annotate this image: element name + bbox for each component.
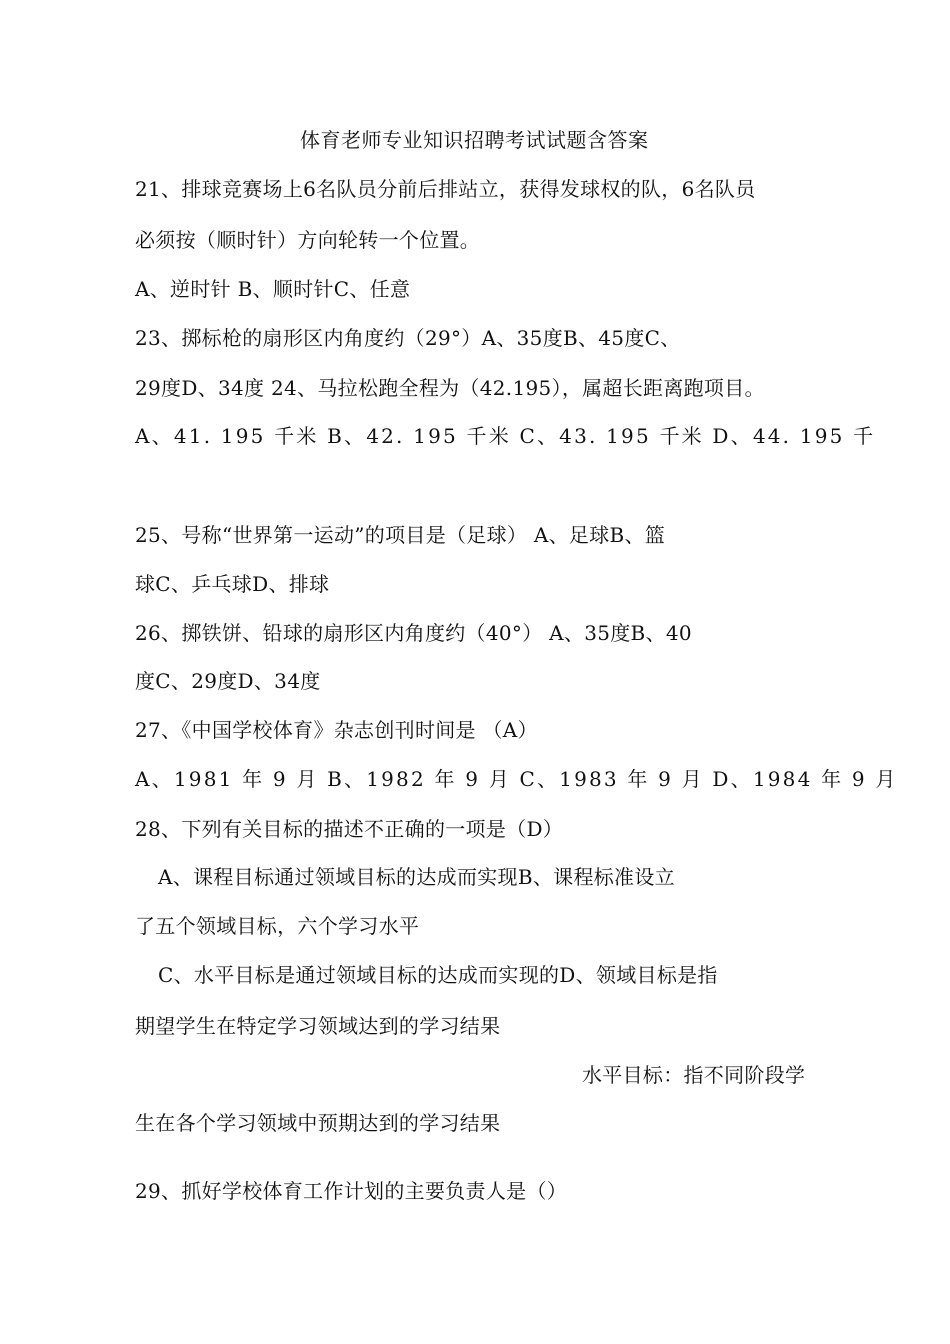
text-line: A、逆时针 B、顺时针C、任意 (135, 277, 411, 301)
text-line: 23、掷标枪的扇形区内角度约（29°）A、35度B、45度C、 (135, 326, 681, 350)
text-line: 29度D、34度 24、马拉松跑全程为（42.195），属超长距离跑项目。 (135, 376, 765, 400)
text-line: 度C、29度D、34度 (135, 669, 321, 693)
text-line: 水平目标：指不同阶段学 (582, 1063, 806, 1087)
text-line: 期望学生在特定学习领域达到的学习结果 (135, 1014, 501, 1038)
text-line: A、课程目标通过领域目标的达成而实现B、课程标准设立 (158, 865, 675, 889)
text-line: C、水平目标是通过领域目标的达成而实现的D、领域目标是指 (158, 963, 718, 987)
text-line: 25、号称“世界第一运动”的项目是（足球） A、足球B、篮 (135, 523, 666, 547)
text-line: 29、抓好学校体育工作计划的主要负责人是（） (135, 1179, 568, 1203)
text-line: A、1981 年 9 月 B、1982 年 9 月 C、1983 年 9 月 D、1984 年 9 月 (135, 767, 898, 791)
text-line: 了五个领域目标，六个学习水平 (135, 914, 420, 938)
text-line: 27、《中国学校体育》杂志创刊时间是 （A） (135, 718, 538, 742)
text-line: 28、下列有关目标的描述不正确的一项是（D） (135, 817, 564, 841)
text-line: A、41. 195 千米 B、42. 195 千米 C、43. 195 千米 D、44. 195 千 (135, 424, 876, 448)
text-line: 必须按（顺时针）方向轮转一个位置。 (135, 228, 481, 252)
text-line: 26、掷铁饼、铅球的扇形区内角度约（40°） A、35度B、40 (135, 621, 692, 645)
page-title: 体育老师专业知识招聘考试试题含答案 (300, 128, 649, 152)
text-line: 21、排球竞赛场上6名队员分前后排站立，获得发球权的队，6名队员 (135, 177, 756, 201)
text-line: 球C、乒乓球D、排球 (135, 572, 330, 596)
text-line: 生在各个学习领域中预期达到的学习结果 (135, 1111, 501, 1135)
